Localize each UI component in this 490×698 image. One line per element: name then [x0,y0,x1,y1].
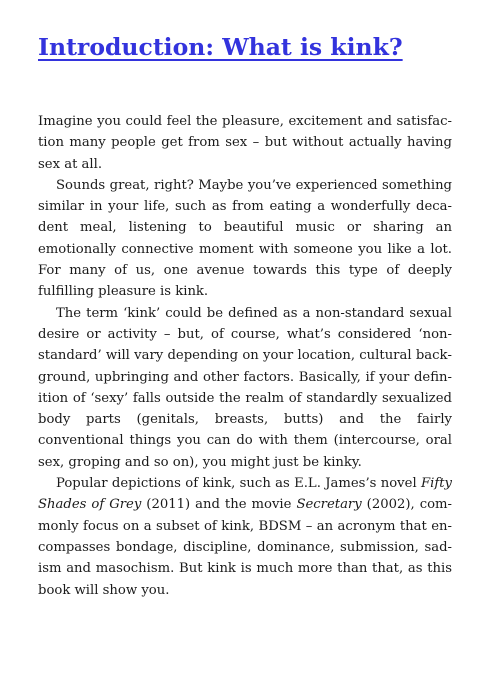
paragraph [38,473,452,601]
italic-title: Secretary [296,497,362,513]
text-run: (2002), commonly focus on a subset of kink, BDSM – an acronym that encompasses bondage, discipline, dominance, submission, sadism and masochism. But kink is much more than that, as this book will show you. [38,497,453,598]
text-run: Sounds great, right? Maybe you’ve experienced something similar in your life, such as from eating a wonderfully decadent meal, listening to beautiful music or sharing an emotionally connective moment with someone you like a lot. For many of us, one avenue towards this type of deeply fulfilling pleasure is kink. [38,177,452,300]
text-run: Popular depictions of kink, such as E.L. James’s novel [56,476,421,492]
text-run: Imagine you could feel the pleasure, excitement and satisfaction many people get from sex – but without actually having sex at all. [38,114,452,172]
text-run: The term ‘kink’ could be defined as a non-standard sexual desire or activity – but, of course, what’s considered ‘non-standard’ will vary depending on your location, cultural background, upbringing and other factors. Basically, if your definition of ‘sexy’ falls outside the realm of standardly sexualized body parts (genitals, breasts, butts) and the fairly conventional things you can do with them (intercourse, oral sex, groping and so on), you might just be kinky. [38,305,452,470]
italic-title: Fifty Shades of Grey [38,476,452,513]
paragraph [38,303,452,473]
page [38,0,452,601]
paragraph [38,175,452,303]
body-text [38,111,452,601]
paragraph [38,111,452,175]
text-run: (2011) and the movie [141,497,297,513]
chapter-title-link[interactable]: Introduction: What is kink? [38,33,403,61]
